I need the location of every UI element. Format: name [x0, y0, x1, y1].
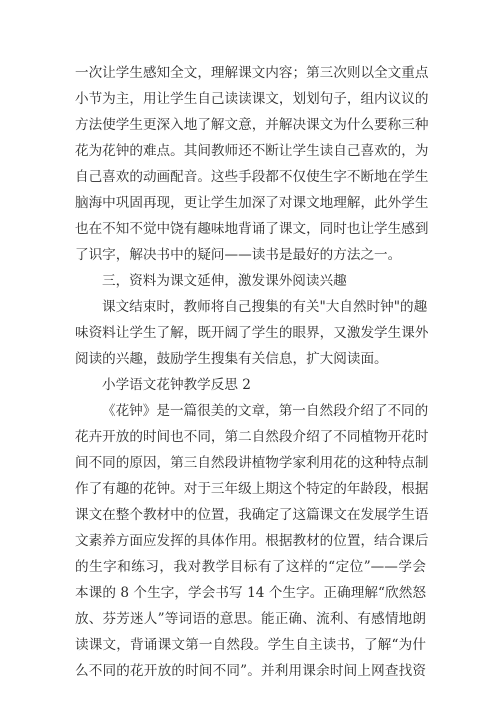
text-line: 么不同的花开放的时间不同”。并利用课余时间上网查找资 [75, 663, 426, 679]
text-line: 课文结束时，教师将自己搜集的有关"大自然时钟"的趣 [102, 299, 428, 315]
text-line: 小节为主，用让学生自己读读课文，划划句子，组内议议的 [75, 91, 429, 107]
text-line: 课文在整个教材中的位置，我确定了这篇课文在发展学生语 [75, 507, 429, 523]
text-line: 也在不知不觉中饶有趣味地背诵了课文，同时也让学生感到 [75, 221, 429, 237]
article-title: 小学语文花钟教学反思 2 [102, 377, 251, 393]
section-heading: 三，资料为课文延伸，激发课外阅读兴趣 [102, 273, 347, 289]
text-line: 阅读的兴趣，鼓励学生搜集有关信息，扩大阅读面。 [75, 351, 388, 367]
text-line: 了识字，解决书中的疑问——读书是最好的方法之一。 [75, 247, 402, 263]
text-line: 作了有趣的花钟。对于三年级上期这个特定的年龄段，根据 [75, 481, 429, 497]
text-line: 脑海中巩固再现，更让学生加深了对课文地理解，此外学生 [75, 195, 429, 211]
text-line: 放、芬芳迷人”等词语的意思。能正确、流利、有感情地朗 [75, 611, 426, 627]
text-line: 间不同的原因，第三自然段讲植物学家利用花的这种特点制 [75, 455, 429, 471]
text-line: 读课文，背诵课文第一自然段。学生自主读书，了解“为什 [75, 637, 426, 653]
text-line: 本课的 8 个生字，学会书写 14 个生字。正确理解“欣然怒 [75, 585, 426, 601]
text-line: 味资料让学生了解，既开阔了学生的眼界，又激发学生课外 [75, 325, 429, 341]
text-line: 一次让学生感知全文，理解课文内容；第三次则以全文重点 [75, 65, 429, 81]
text-line: 方法使学生更深入地了解文意，并解决课文为什么要称三种 [75, 117, 429, 133]
text-line: 自己喜欢的动画配音。这些手段都不仅使生字不断地在学生 [75, 169, 429, 185]
text-line: 《花钟》是一篇很美的文章，第一自然段介绍了不同的 [102, 403, 429, 419]
text-line: 花为花钟的难点。其间教师还不断让学生读自己喜欢的，为 [75, 143, 429, 159]
text-line: 的生字和练习，我对教学目标有了这样的“定位”——学会 [75, 559, 426, 575]
text-line: 花卉开放的时间也不同，第二自然段介绍了不同植物开花时 [75, 429, 429, 445]
text-line: 文素养方面应发挥的具体作用。根据教材的位置，结合课后 [75, 533, 429, 549]
